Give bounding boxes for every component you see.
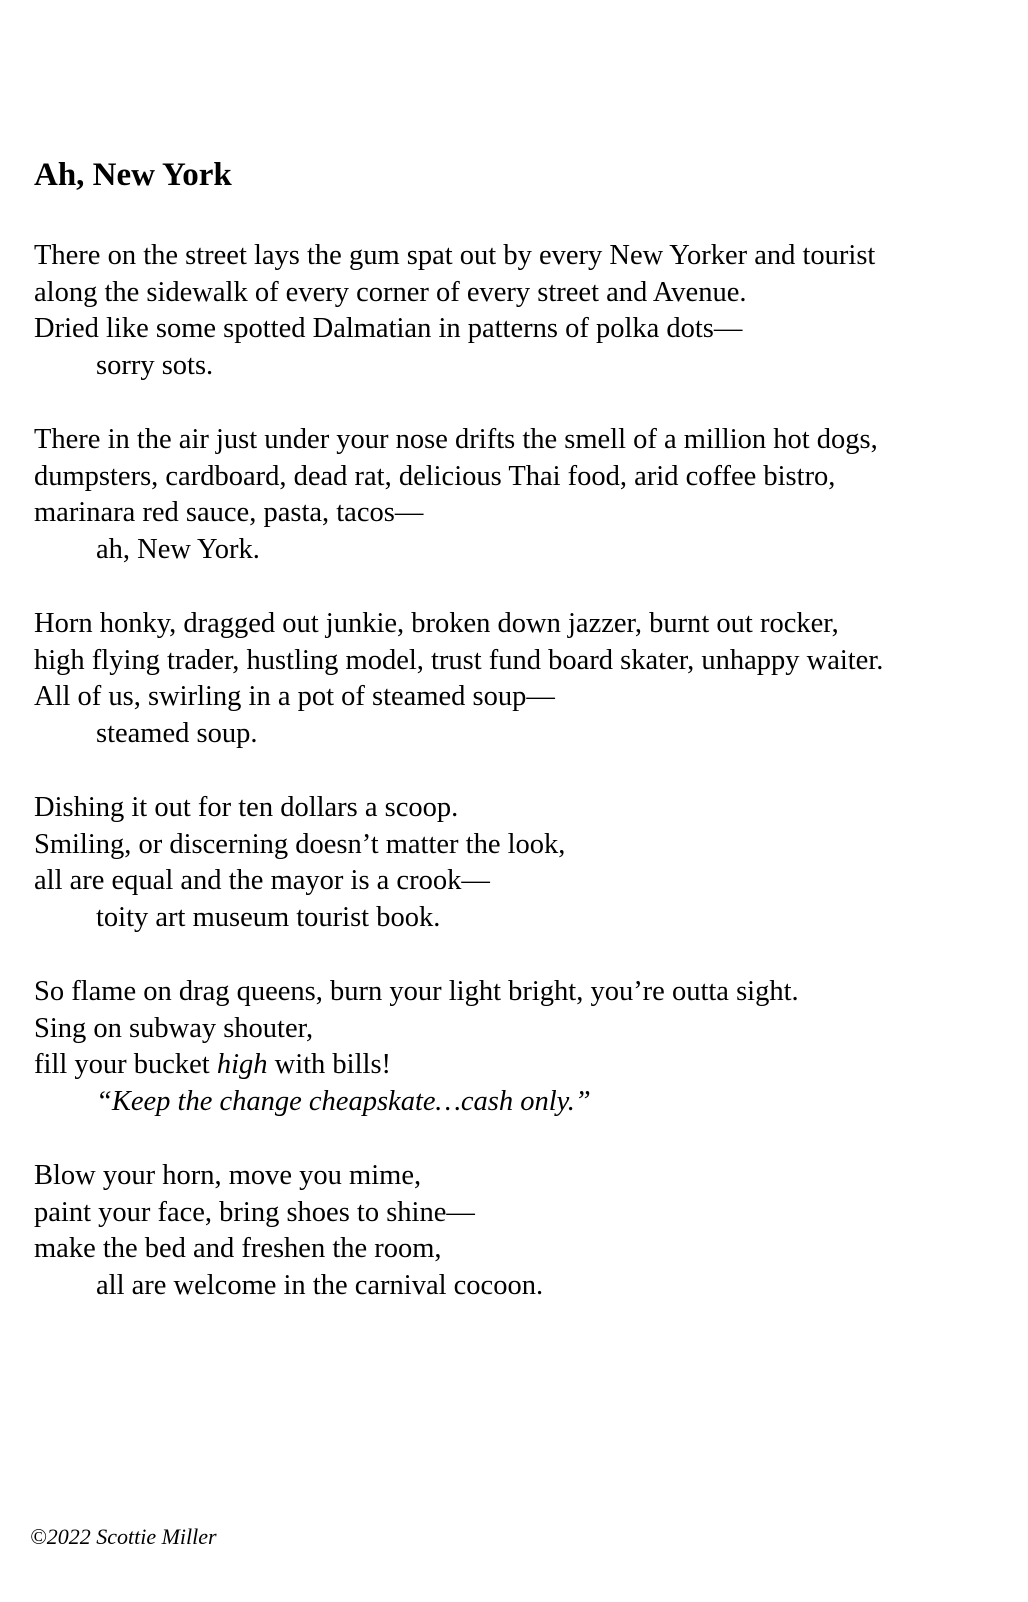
poem-line — [34, 422, 1008, 459]
poem-line — [34, 1084, 1008, 1121]
poem-line — [34, 1158, 1008, 1195]
poem-line — [34, 643, 1008, 680]
poem-text-segment: marinara red sauce, pasta, tacos— — [34, 497, 424, 528]
copyright-notice: ©2022 Scottie Miller — [30, 1524, 217, 1549]
poem-text-segment: high — [216, 1049, 268, 1080]
poem-line — [34, 974, 1008, 1011]
poem-text-segment: Smiling, or discerning doesn’t matter the look, — [34, 828, 566, 860]
poem-text-segment: “Keep the change cheapskate…cash only.” — [96, 1085, 591, 1117]
poem-text-segment: Dishing it out for ten dollars a scoop. — [34, 792, 459, 823]
poem-text-segment: paint your face, bring shoes to shine— — [34, 1196, 475, 1228]
stanza — [34, 1158, 1008, 1304]
poem-text-segment: toity art museum tourist book. — [96, 901, 441, 933]
stanza — [34, 238, 1008, 384]
poem-line — [34, 863, 1008, 900]
poem-line — [34, 1231, 1008, 1268]
poem-text-segment: fill your bucket — [34, 1049, 217, 1080]
poem-text-segment: Dried like some spotted Dalmatian in patterns of polka dots— — [34, 313, 743, 344]
stanza — [34, 606, 1008, 752]
poem-text-segment: There on the street lays the gum spat out by every New Yorker and tourist — [34, 240, 876, 271]
poem-text-segment: Horn honky, dragged out junkie, broken down jazzer, burnt out rocker, — [34, 608, 839, 639]
poem-text-segment: Blow your horn, move you mime, — [34, 1160, 422, 1191]
poem-line — [34, 606, 1008, 643]
poem-text-segment: There in the air just under your nose drifts the smell of a million hot dogs, — [34, 424, 878, 455]
stanza — [34, 790, 1008, 936]
poem-line — [34, 900, 1008, 937]
poem-text-segment: with bills! — [267, 1049, 392, 1080]
poem — [34, 155, 1008, 1304]
poem-text-segment: So flame on drag queens, burn your light bright, you’re outta sight. — [34, 976, 799, 1007]
stanza — [34, 974, 1008, 1120]
poem-line — [34, 348, 1008, 385]
poem-text-segment: along the sidewalk of every corner of every street and Avenue. — [34, 276, 747, 308]
poem-line — [34, 716, 1008, 753]
poem-text-segment: steamed soup. — [96, 717, 258, 749]
poem-stanzas — [34, 238, 1008, 1304]
poem-line — [34, 495, 1008, 532]
poem-text-segment: dumpsters, cardboard, dead rat, delicious Thai food, arid coffee bistro, — [34, 460, 836, 492]
poem-line — [34, 459, 1008, 496]
poem-text-segment: sorry sots. — [96, 349, 214, 381]
poem-line — [34, 790, 1008, 827]
poem-line — [34, 275, 1008, 312]
poem-text-segment: all are equal and the mayor is a crook— — [34, 865, 490, 896]
poem-line — [34, 532, 1008, 569]
poem-line — [34, 311, 1008, 348]
poem-text-segment: Sing on subway shouter, — [34, 1012, 314, 1044]
poem-line — [34, 827, 1008, 864]
poem-text-segment: ah, New York. — [96, 533, 260, 565]
poem-text-segment: All of us, swirling in a pot of steamed soup— — [34, 681, 555, 712]
poem-text-segment: make the bed and freshen the room, — [34, 1233, 442, 1264]
poem-line — [34, 1195, 1008, 1232]
poem-text-segment: high flying trader, hustling model, trust fund board skater, unhappy waiter. — [34, 644, 884, 676]
stanza — [34, 422, 1008, 568]
poem-line — [34, 679, 1008, 716]
poem-line — [34, 238, 1008, 275]
poem-line — [34, 1268, 1008, 1305]
poem-line — [34, 1011, 1008, 1048]
poem-text-segment: all are welcome in the carnival cocoon. — [96, 1269, 544, 1301]
poem-title: Ah, New York — [34, 157, 232, 193]
poem-line — [34, 1047, 1008, 1084]
